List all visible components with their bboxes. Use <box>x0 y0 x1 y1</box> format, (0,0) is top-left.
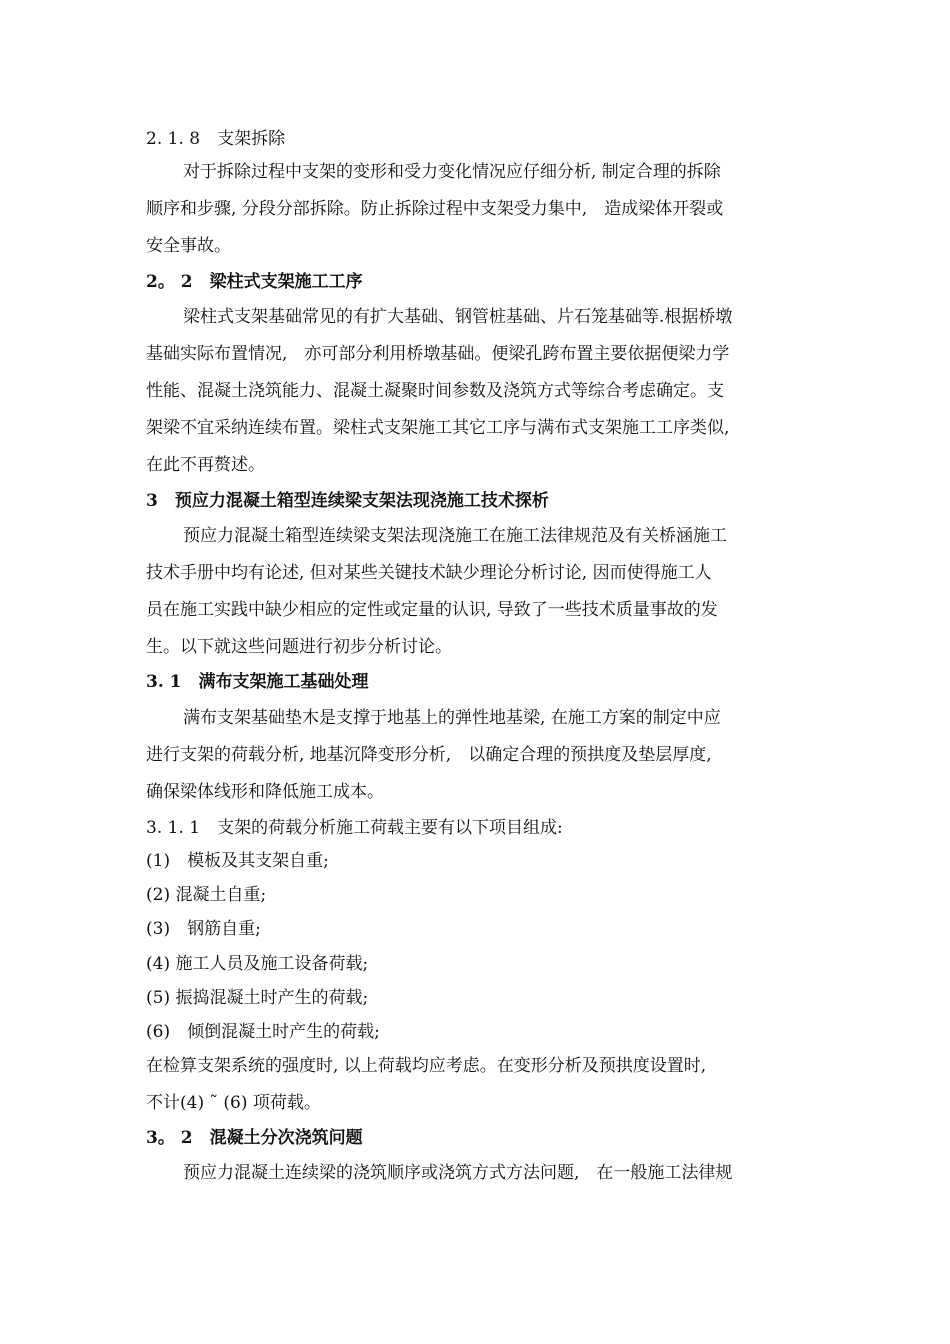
body-line: 不计(4) ˜ (6) 项荷载。 <box>146 1093 321 1113</box>
body-line: 梁柱式支架基础常见的有扩大基础、钢管桩基础、片石笼基础等.根据桥墩 <box>183 307 733 327</box>
list-item: (2) 混凝土自重; <box>146 885 267 905</box>
body-line: 在检算支架系统的强度时, 以上荷载均应考虑。在变形分析及预拱度设置时, <box>146 1056 707 1076</box>
list-item: (6) 倾倒混凝土时产生的荷载; <box>146 1022 380 1042</box>
body-line: 进行支架的荷载分析, 地基沉降变形分析, 以确定合理的预拱度及垫层厚度, <box>146 745 712 765</box>
body-line: 对于拆除过程中支架的变形和受力变化情况应仔细分析, 制定合理的拆除 <box>183 162 721 182</box>
body-line: 顺序和步骤, 分段分部拆除。防止拆除过程中支架受力集中, 造成梁体开裂或 <box>146 199 724 219</box>
heading-2-1-8: 2. 1. 8 支架拆除 <box>146 129 286 149</box>
heading-3-1-1: 3. 1. 1 支架的荷载分析施工荷载主要有以下项目组成: <box>146 818 563 838</box>
list-item: (3) 钢筋自重; <box>146 919 261 939</box>
body-line: 性能、混凝土浇筑能力、混凝土凝聚时间参数及浇筑方式等综合考虑确定。支 <box>146 381 724 401</box>
body-line: 预应力混凝土箱型连续梁支架法现浇施工在施工法律规范及有关桥涵施工 <box>183 526 727 546</box>
body-line: 架梁不宜采纳连续布置。梁柱式支架施工其它工序与满布式支架施工工序类似, <box>146 418 730 438</box>
body-line: 在此不再赘述。 <box>146 455 265 475</box>
heading-3-1: 3. 1 满布支架施工基础处理 <box>146 672 369 692</box>
list-item: (1) 模板及其支架自重; <box>146 851 329 871</box>
heading-3: 3 预应力混凝土箱型连续梁支架法现浇施工技术探析 <box>146 491 549 511</box>
body-line: 生。以下就这些问题进行初步分析讨论。 <box>146 637 452 657</box>
body-line: 基础实际布置情况, 亦可部分利用桥墩基础。便梁孔跨布置主要依据便梁力学 <box>146 344 730 364</box>
body-line: 安全事故。 <box>146 236 231 256</box>
body-line: 预应力混凝土连续梁的浇筑顺序或浇筑方式方法问题, 在一般施工法律规 <box>183 1163 733 1183</box>
body-line: 技术手册中均有论述, 但对某些关键技术缺少理论分析讨论, 因而使得施工人 <box>146 563 712 583</box>
body-line: 员在施工实践中缺少相应的定性或定量的认识, 导致了一些技术质量事故的发 <box>146 600 718 620</box>
body-line: 确保梁体线形和降低施工成本。 <box>146 782 384 802</box>
heading-2-2: 2。 2 梁柱式支架施工工序 <box>146 272 363 292</box>
body-line: 满布支架基础垫木是支撑于地基上的弹性地基梁, 在施工方案的制定中应 <box>183 708 721 728</box>
heading-3-2: 3。 2 混凝土分次浇筑问题 <box>146 1128 363 1148</box>
list-item: (4) 施工人员及施工设备荷载; <box>146 954 369 974</box>
list-item: (5) 振捣混凝土时产生的荷载; <box>146 988 369 1008</box>
